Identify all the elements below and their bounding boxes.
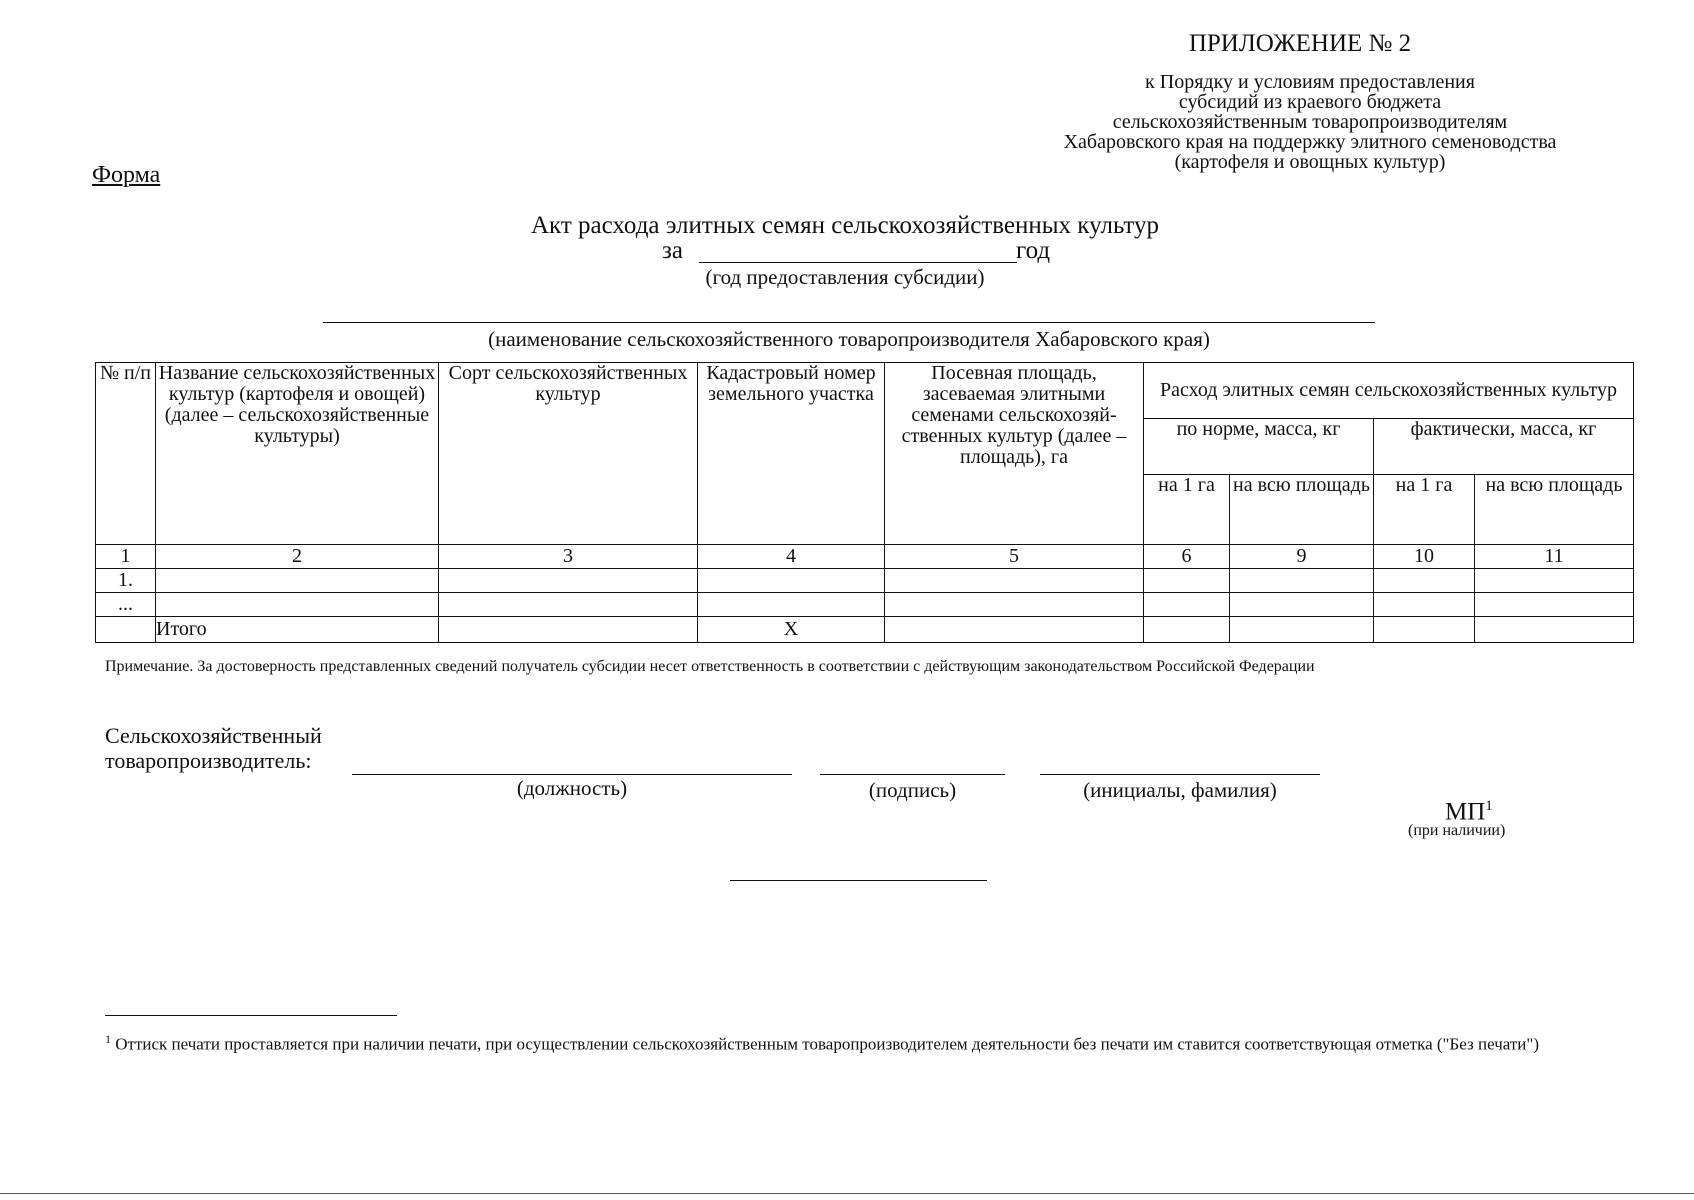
footnote-text: Оттиск печати проставляется при наличии печати, при осуществлении сельскохозяйственным товаропроизводителем деятельности без печати им ставится соответствующая отметка ("Без печати") (115, 1034, 1539, 1054)
form-label: Форма (92, 162, 161, 188)
header-norm-per-ha: на 1 га (1144, 475, 1230, 545)
table-cell[interactable] (1374, 617, 1475, 643)
signer-label-line: Сельскохозяйственный (105, 723, 322, 748)
table-cell[interactable] (698, 593, 885, 617)
appendix-line: сельскохозяйственным товаропроизводителям (1112, 111, 1508, 133)
producer-caption: (наименование сельскохозяйственного товаропроизводителя Хабаровского края) (488, 327, 1210, 351)
column-number: 3 (439, 545, 698, 569)
column-number: 11 (1475, 545, 1634, 569)
signature-caption: (подпись) (868, 778, 957, 802)
table-cell[interactable] (156, 569, 439, 593)
appendix-line: (картофеля и овощных культур) (1174, 151, 1446, 173)
table-cell[interactable] (1475, 569, 1634, 593)
initials-line[interactable] (1040, 774, 1320, 775)
year-input-line[interactable] (699, 262, 1017, 263)
appendix-line: субсидий из краевого бюджета (1178, 91, 1442, 113)
column-number: 10 (1374, 545, 1475, 569)
table-cell[interactable] (439, 569, 698, 593)
table-cell[interactable] (1144, 569, 1230, 593)
table-cell[interactable] (439, 593, 698, 617)
appendix-line: к Порядку и условиям предоставления (1145, 71, 1475, 93)
stamp-label: МП (1445, 798, 1486, 826)
appendix-subtitle (985, 72, 1635, 172)
column-number: 5 (885, 545, 1144, 569)
footnote (105, 1028, 1610, 1056)
header-variety: Сорт сельскохозяйственных культур (439, 363, 698, 545)
header-norm-whole-area: на всю площадь (1230, 475, 1374, 545)
table-cell[interactable] (698, 569, 885, 593)
year-prefix: за (662, 237, 683, 264)
table-cell[interactable] (885, 617, 1144, 643)
header-crop-name: Название сельскохозяйственных культур (картофеля и овощей) (далее – сельскохозяйственные культуры) (156, 363, 439, 545)
table-cell[interactable] (439, 617, 698, 643)
column-number: 6 (1144, 545, 1230, 569)
header-actual: фактически, масса, кг (1374, 419, 1634, 475)
table-cell[interactable] (1230, 569, 1374, 593)
signature-line[interactable] (820, 774, 1005, 775)
separator-line (730, 880, 987, 881)
table-cell[interactable] (1230, 617, 1374, 643)
year-caption: (год предоставления субсидии) (705, 265, 985, 289)
appendix-line: Хабаровского края на поддержку элитного семеноводства (1063, 131, 1557, 153)
initials-caption: (инициалы, фамилия) (1083, 778, 1277, 802)
table-cell[interactable] (885, 569, 1144, 593)
header-actual-per-ha: на 1 га (1374, 475, 1475, 545)
table-cell[interactable] (1230, 593, 1374, 617)
signer-label-line: товаропроизводитель: (105, 748, 312, 773)
column-number: 4 (698, 545, 885, 569)
header-cadastral-number: Кадастровый номер земельного участка (698, 363, 885, 545)
header-sowing-area: Посевная площадь, засеваемая элитными семенами сельскохозяй-ственных культур (далее – площадь), га (885, 363, 1144, 545)
seed-consumption-table (95, 362, 1634, 643)
table-cell[interactable] (1374, 593, 1475, 617)
table-cell[interactable] (1144, 593, 1230, 617)
header-by-norm: по норме, масса, кг (1144, 419, 1374, 475)
table-cell[interactable] (1144, 617, 1230, 643)
total-row (96, 617, 1634, 643)
position-caption: (должность) (516, 776, 628, 800)
header-num: № п/п (96, 363, 156, 545)
column-number-row (96, 545, 1634, 569)
table-row (96, 569, 1634, 593)
table-cell[interactable]: 1. (96, 569, 156, 593)
table-cell[interactable] (1475, 593, 1634, 617)
table-row (96, 593, 1634, 617)
column-number: 9 (1230, 545, 1374, 569)
position-line[interactable] (352, 774, 792, 775)
signer-label (105, 723, 322, 773)
document-title: Акт расхода элитных семян сельскохозяйственных культур (530, 212, 1160, 239)
column-number: 1 (96, 545, 156, 569)
table-cell[interactable] (1475, 617, 1634, 643)
header-seed-consumption: Расход элитных семян сельскохозяйственных культур (1144, 363, 1634, 419)
table-cell[interactable] (156, 593, 439, 617)
stamp-footnote-mark: 1 (1485, 798, 1493, 814)
note: Примечание. За достоверность представленных сведений получатель субсидии несет ответственность в соответствии с действующим законодательством Российской Федерации (105, 658, 1315, 675)
total-label: Итого (156, 617, 439, 643)
producer-name-line[interactable] (323, 322, 1375, 323)
year-suffix: год (1016, 237, 1051, 264)
page-edge-rule (0, 1193, 1694, 1194)
table-cell (96, 617, 156, 643)
stamp-note: (при наличии) (1408, 822, 1506, 839)
table-cell[interactable] (885, 593, 1144, 617)
column-number: 2 (156, 545, 439, 569)
footnote-mark: 1 (105, 1032, 111, 1046)
header-actual-whole-area: на всю площадь (1475, 475, 1634, 545)
table-cell[interactable]: ... (96, 593, 156, 617)
table-cell[interactable] (1374, 569, 1475, 593)
footnote-separator (105, 1015, 397, 1016)
total-cadastral-x: X (698, 617, 885, 643)
appendix-title: ПРИЛОЖЕНИЕ № 2 (1188, 30, 1412, 57)
